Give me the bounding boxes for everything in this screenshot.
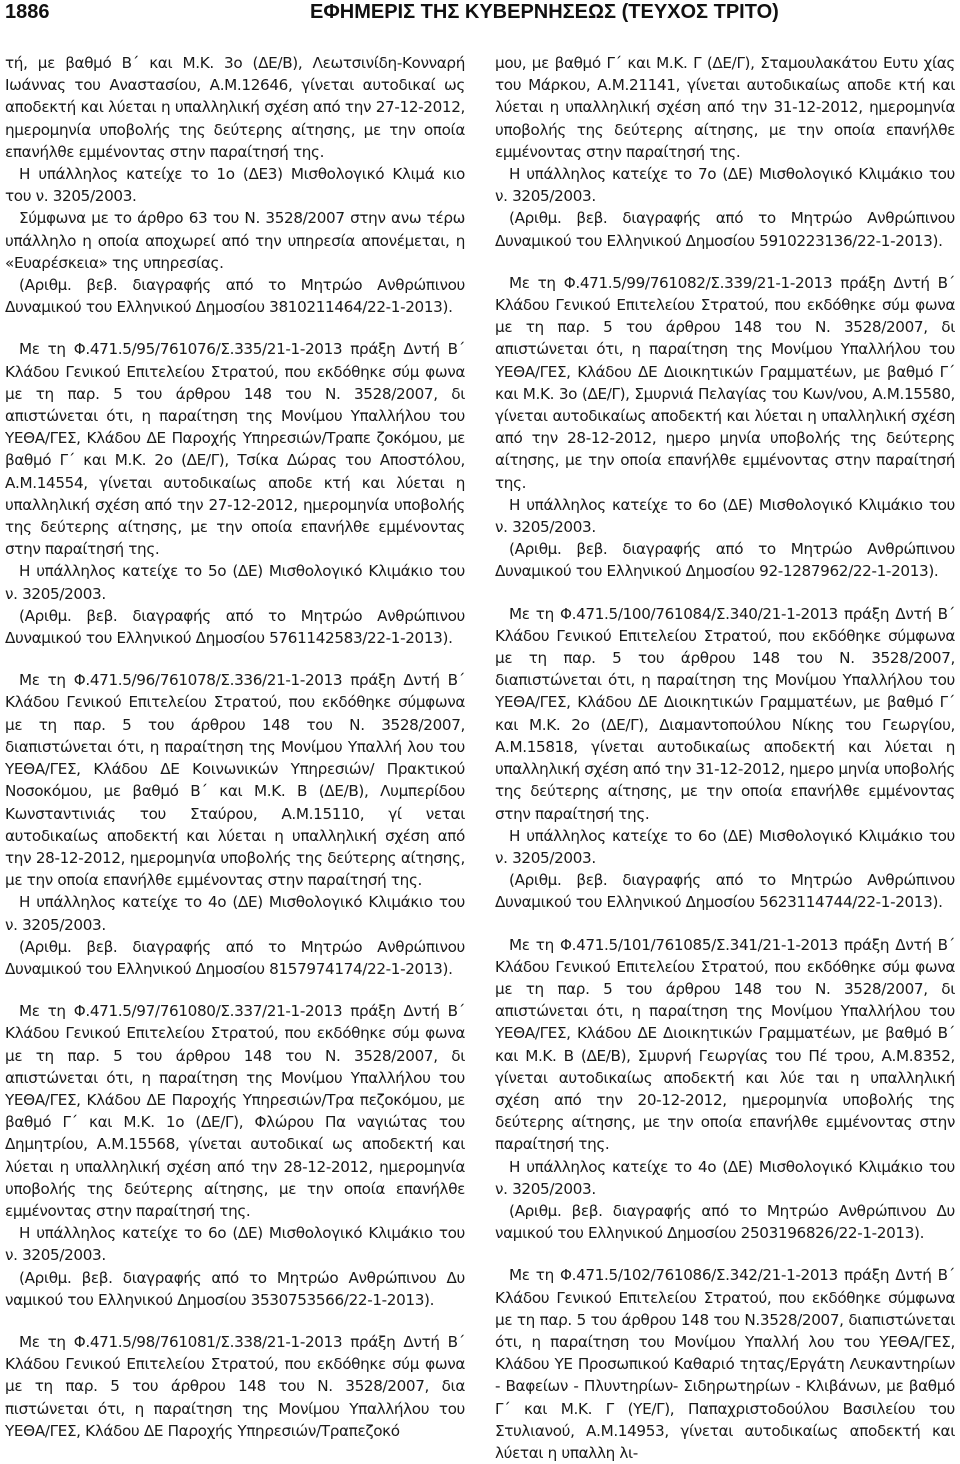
paragraph: (Αριθμ. βεβ. διαγραφής από το Μητρώο Ανθρώπινου Δυ ναμικού του Ελληνικού Δημοσίου 2503196826/22-1-2013).	[495, 1201, 955, 1243]
gazette-title: ΕΦΗΜΕΡΙΣ ΤΗΣ ΚΥΒΕΡΝΗΣΕΩΣ (ΤΕΥΧΟΣ ΤΡΙΤΟ)	[310, 1, 779, 23]
paragraph: (Αριθμ. βεβ. διαγραφής από το Μητρώο Ανθρώπινου Δυναμικού του Ελληνικού Δημοσίου 5761142583/22-1-2013).	[5, 606, 465, 648]
paragraph: Η υπάλληλος κατείχε το 5ο (ΔΕ) Μισθολογικό Κλιμάκιο του ν. 3205/2003.	[5, 562, 465, 603]
left-column	[5, 52, 465, 1442]
paragraph: Με τη Φ.471.5/96/761078/Σ.336/21-1-2013 πράξη Δντή Β΄ Κλάδου Γενικού Επιτελείου Στρατού, που εκδόθηκε σύμφωνα με τη παρ. 5 του άρθρου 148 του Ν. 3528/2007, διαπιστώνεται ότι, η παραίτηση της Μονίμου Υπαλλή λου του ΥΕΘΑ/ΓΕΣ, Κλάδου ΔΕ Κοινωνικών Υπηρεσιών/ Πρακτικού Νοσοκόμου, με βαθμό Β΄ και Μ.Κ. Β (ΔΕ/Β), Λυμπερίδου Κωνσταντινιάς του Σταύρου, Α.Μ.15110, γί νεται αυτοδικαίως αποδεκτή και λύεται η υπαλληλική σχέση από την 28-12-2012, ημερομηνία υποβολής της δεύτερης αίτησης, με την οποία επανήλθε εμμένοντας στην παραίτησή της.	[5, 671, 465, 890]
paragraph: Με τη Φ.471.5/99/761082/Σ.339/21-1-2013 πράξη Δντή Β΄ Κλάδου Γενικού Επιτελείου Στρατού, που εκδόθηκε σύμ φωνα με τη παρ. 5 του άρθρου 148 του Ν. 3528/2007, δι απιστώνεται ότι, η παραίτηση της Μονίμου Υπαλλήλου του ΥΕΘΑ/ΓΕΣ, Κλάδου ΔΕ Διοικητικών Γραμματέων, με βαθμό Γ΄ και Μ.Κ. 3ο (ΔΕ/Γ), Σμυρνιά Πελαγίας του Κων/νου, Α.Μ.15580, γίνεται αυτοδικαίως αποδεκτή και λύεται η υπαλληλική σχέση από την 28-12-2012, ημερο μηνία υποβολής της δεύτερης αίτησης, με την οποία επανήλθε εμμένοντας στην παραίτησή της.	[495, 273, 955, 492]
right-column	[495, 52, 955, 1464]
page-number: 1886	[5, 1, 50, 23]
paragraph: Με τη Φ.471.5/102/761086/Σ.342/21-1-2013 πράξη Δντή Β΄ Κλάδου Γενικού Επιτελείου Στρατού, που εκδόθηκε σύμφωνα με τη παρ. 5 του άρθρου 148 του Ν.3528/2007, διαπιστώνεται ότι, η παραίτηση του Μονίμου Υπαλλή λου του ΥΕΘΑ/ΓΕΣ, Κλάδου ΥΕ Προσωπικού Καθαριό τητας/Εργάτη Λευκαντηρίων - Βαφείων - Πλυντηρίων- Σιδηρωτηρίων - Κλιβάνων, με βαθμό Γ΄ και Μ.Κ. Γ (ΥΕ/Γ), Παπαχριστοδούλου Βασιλείου του Στυλιανού, Α.Μ.14953, γίνεται αυτοδικαίως αποδεκτή και λύεται η υπαλλη λι-	[495, 1266, 955, 1462]
paragraph: (Αριθμ. βεβ. διαγραφής από το Μητρώο Ανθρώπινου Δυναμικού του Ελληνικού Δημοσίου 8157974174/22-1-2013).	[5, 937, 465, 978]
paragraph: Με τη Φ.471.5/98/761081/Σ.338/21-1-2013 πράξη Δντή Β΄ Κλάδου Γενικού Επιτελείου Στρατού, που εκδόθηκε σύμ φωνα με τη παρ. 5 του άρθρου 148 του Ν. 3528/2007, δια πιστώνεται ότι, η παραίτηση της Μονίμου Υπαλλήλου του ΥΕΘΑ/ΓΕΣ, Κλάδου ΔΕ Παροχής Υπηρεσιών/Τραπεζοκό	[5, 1332, 465, 1440]
paragraph: Η υπάλληλος κατείχε το 1ο (ΔΕ3) Μισθολογικό Κλιμά κιο του ν. 3205/2003.	[5, 165, 465, 206]
paragraph: Με τη Φ.471.5/95/761076/Σ.335/21-1-2013 πράξη Δντή Β΄ Κλάδου Γενικού Επιτελείου Στρατού, που εκδόθηκε σύμ φωνα με τη παρ. 5 του άρθρου 148 του Ν. 3528/2007, δι απιστώνεται ότι, η παραίτηση της Μονίμου Υπαλλήλου του ΥΕΘΑ/ΓΕΣ, Κλάδου ΔΕ Παροχής Υπηρεσιών/Τραπε ζοκόμου, με βαθμό Γ΄ και Μ.Κ. 2ο (ΔΕ/Γ), Τσίκα Δώρας του Αποστόλου, Α.Μ.14554, γίνεται αυτοδικαίως αποδε κτή και λύεται η υπαλληλική σχέση από την 27-12-2012, ημερομηνία υποβολής της δεύτερης αίτησης, με την οποία επανήλθε εμμένοντας στην παραίτησή της.	[5, 340, 465, 559]
paragraph: Με τη Φ.471.5/97/761080/Σ.337/21-1-2013 πράξη Δντή Β΄ Κλάδου Γενικού Επιτελείου Στρατού, που εκδόθηκε σύμ φωνα με τη παρ. 5 του άρθρου 148 του Ν. 3528/2007, δι απιστώνεται ότι, η παραίτηση της Μονίμου Υπαλλήλου του ΥΕΘΑ/ΓΕΣ, Κλάδου ΔΕ Παροχής Υπηρεσιών/Τρα πεζοκόμου, με βαθμό Γ΄ και Μ.Κ. 1ο (ΔΕ/Γ), Φλώρου Πα ναγιώτας του Δημητρίου, Α.Μ.15568, γίνεται αυτοδικαί ως αποδεκτή και λύεται η υπαλληλική σχέση από την 28-12-2012, ημερομηνία υποβολής της δεύτερης αίτησης, με την οποία επανήλθε εμμένοντας στην παραίτησή της.	[5, 1002, 465, 1220]
paragraph: Η υπάλληλος κατείχε το 6ο (ΔΕ) Μισθολογικό Κλιμάκιο του ν. 3205/2003.	[495, 826, 955, 867]
paragraph: Η υπάλληλος κατείχε το 4ο (ΔΕ) Μισθολογικό Κλιμάκιο του ν. 3205/2003.	[495, 1157, 955, 1198]
paragraph: (Αριθμ. βεβ. διαγραφής από το Μητρώο Ανθρώπινου Δυναμικού του Ελληνικού Δημοσίου 5910223136/22-1-2013).	[495, 209, 955, 250]
paragraph: τή, με βαθμό Β΄ και Μ.Κ. 3ο (ΔΕ/Β), Λεωτσινίδη-Κονναρή Ιωάννας του Αναστασίου, Α.Μ.12646, γίνεται αυτοδικαί ως αποδεκτή και λύεται η υπαλληλική σχέση από την 27-12-2012, ημερομηνία υποβολής της δεύτερης αίτησης, με την οποία επανήλθε εμμένοντας στην παραίτησή της.	[5, 54, 465, 161]
paragraph: Η υπάλληλος κατείχε το 6ο (ΔΕ) Μισθολογικό Κλιμάκιο του ν. 3205/2003.	[495, 495, 955, 537]
paragraph: Με τη Φ.471.5/101/761085/Σ.341/21-1-2013 πράξη Δντή Β΄ Κλάδου Γενικού Επιτελείου Στρατού, που εκδόθηκε σύμ φωνα με τη παρ. 5 του άρθρου 148 του Ν. 3528/2007, δι απιστώνεται ότι, η παραίτηση της Μονίμου Υπαλλήλου του ΥΕΘΑ/ΓΕΣ, Κλάδου ΔΕ Διοικητικών Γραμματέων, με βαθμό Β΄ και Μ.Κ. Β (ΔΕ/Β), Σμυρνή Γεωργίας του Πέ τρου, Α.Μ.8352, γίνεται αυτοδικαίως αποδεκτή και λύε ται η υπαλληλική σχέση από την 20-12-2012, ημερομηνία υποβολής της δεύτερης αίτησης, με την οποία επανήλθε εμμένοντας στην παραίτησή της.	[495, 935, 955, 1154]
paragraph: Σύμφωνα με το άρθρο 63 του Ν. 3528/2007 στην ανω τέρω υπάλληλο η οποία αποχωρεί από την υπηρεσία απονέμεται, η «Ευαρέσκεια» της υπηρεσίας.	[5, 209, 465, 272]
page-header	[0, 0, 960, 32]
paragraph: (Αριθμ. βεβ. διαγραφής από το Μητρώο Ανθρώπινου Δυναμικού του Ελληνικού Δημοσίου 5623114744/22-1-2013).	[495, 871, 955, 912]
paragraph: Με τη Φ.471.5/100/761084/Σ.340/21-1-2013 πράξη Δντή Β΄ Κλάδου Γενικού Επιτελείου Στρατού, που εκδόθηκε σύμφωνα με τη παρ. 5 του άρθρου 148 του Ν. 3528/2007, διαπιστώνεται ότι, η παραίτηση της Μονίμου Υπαλλήλου του ΥΕΘΑ/ΓΕΣ, Κλάδου ΔΕ Διοικητικών Γραμματέων, με βαθμό Γ΄ και Μ.Κ. 2ο (ΔΕ/Γ), Διαμαντοπούλου Νίκης του Γεωργίου, Α.Μ.15818, γίνεται αυτοδικαίως αποδεκτή και λύεται η υπαλληλική σχέση από την 31-12-2012, ημερο μηνία υποβολής της δεύτερης αίτησης, με την οποία επανήλθε εμμένοντας στην παραίτησή της.	[495, 604, 955, 823]
paragraph: (Αριθμ. βεβ. διαγραφής από το Μητρώο Ανθρώπινου Δυ ναμικού του Ελληνικού Δημοσίου 3530753566/22-1-2013).	[5, 1268, 465, 1309]
paragraph: Η υπάλληλος κατείχε το 7ο (ΔΕ) Μισθολογικό Κλιμάκιο του ν. 3205/2003.	[495, 165, 955, 206]
paragraph: Η υπάλληλος κατείχε το 4ο (ΔΕ) Μισθολογικό Κλιμάκιο του ν. 3205/2003.	[5, 893, 465, 934]
paragraph: (Αριθμ. βεβ. διαγραφής από το Μητρώο Ανθρώπινου Δυναμικού του Ελληνικού Δημοσίου 92-1287962/22-1-2013).	[495, 540, 955, 581]
paragraph: Η υπάλληλος κατείχε το 6ο (ΔΕ) Μισθολογικό Κλιμάκιο του ν. 3205/2003.	[5, 1224, 465, 1265]
paragraph: (Αριθμ. βεβ. διαγραφής από το Μητρώο Ανθρώπινου Δυναμικού του Ελληνικού Δημοσίου 3810211464/22-1-2013).	[5, 276, 465, 317]
paragraph: μου, με βαθμό Γ΄ και Μ.Κ. Γ (ΔΕ/Γ), Σταμουλακάτου Ευτυ χίας του Μάρκου, Α.Μ.21141, γίνεται αυτοδικαίως αποδε κτή και λύεται η υπαλληλική σχέση από την 31-12-2012, ημερομηνία υποβολής της δεύτερης αίτησης, με την οποία επανήλθε εμμένοντας στην παραίτησή της.	[495, 54, 955, 161]
